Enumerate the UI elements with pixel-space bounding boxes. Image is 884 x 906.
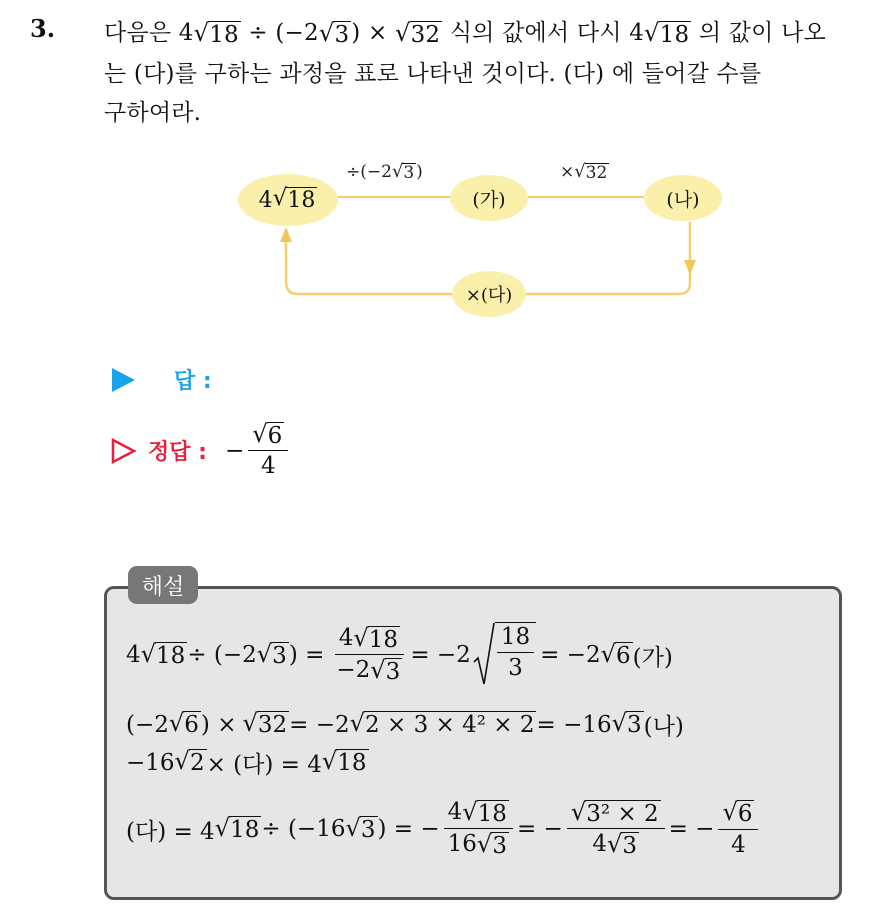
correct-answer-row xyxy=(110,422,292,479)
sqrt: √ 6 xyxy=(252,420,283,449)
radicand: 32 xyxy=(257,712,288,739)
op-text: × xyxy=(560,162,575,182)
expr-text: (가) xyxy=(632,644,673,671)
sign: − xyxy=(224,437,245,464)
op-label-divide xyxy=(346,162,423,182)
sqrt: √ 3 xyxy=(370,656,401,685)
radicand: 32 xyxy=(585,162,608,183)
correct-answer-label: 정답 : xyxy=(148,440,207,466)
expr-text: = − xyxy=(516,816,563,843)
radicand: 18 xyxy=(230,817,260,844)
edge-da-start xyxy=(286,232,452,294)
sqrt: √ 18 xyxy=(214,814,260,844)
question-line-3: 구하여라. xyxy=(104,100,202,126)
solution-line-4 xyxy=(126,800,762,858)
outline-triangle-icon xyxy=(110,438,136,464)
coef: −2 xyxy=(336,657,371,684)
radicand: 3 xyxy=(272,642,287,669)
coef: 4 xyxy=(258,187,273,213)
fraction xyxy=(332,623,406,685)
radicand: 3 xyxy=(627,712,642,739)
radicand: 3 xyxy=(334,21,350,48)
arrow-down-icon xyxy=(684,260,696,275)
coef: 16 xyxy=(447,831,477,858)
arrow-up-icon xyxy=(280,227,292,242)
expr-text: 4 xyxy=(126,642,141,668)
radicand: 3² × 2 xyxy=(586,801,659,827)
question-text: ÷ (−2 xyxy=(240,20,319,46)
question-text: 다음은 4 xyxy=(104,20,194,46)
sqrt: √ 32 xyxy=(574,160,608,183)
radicand: 3 xyxy=(403,162,415,183)
sqrt: √ 18 xyxy=(193,18,239,48)
sqrt: √ 32 xyxy=(242,709,288,739)
node-na: (나) xyxy=(644,175,722,221)
expr-text: = −16 xyxy=(536,711,612,738)
expr-text: × (다) = 4 xyxy=(206,752,322,778)
sqrt: √ 3 xyxy=(391,160,415,183)
expr-text: = −2 xyxy=(540,642,601,668)
sqrt: √ 6 xyxy=(168,709,199,739)
op-label-multiply xyxy=(560,162,609,182)
question-text: 식의 값에서 다시 4 xyxy=(442,20,645,46)
question-line-2: 는 (다)를 구하는 과정을 표로 나타낸 것이다. (다) 에 들어갈 수를 xyxy=(104,61,762,87)
sqrt: √ 3 xyxy=(256,639,287,669)
radicand: 3 xyxy=(360,817,376,844)
expr-text: (−2 xyxy=(126,711,169,738)
radicand: 2 xyxy=(189,750,205,777)
sqrt: √ 18 xyxy=(644,18,690,48)
fraction xyxy=(444,800,513,858)
expr-text: ) = − xyxy=(377,816,440,843)
coef: 4 xyxy=(592,831,607,858)
sqrt: √ 2 xyxy=(174,747,205,777)
solution-line-1 xyxy=(126,622,673,688)
flow-diagram-lines xyxy=(0,0,884,340)
fraction xyxy=(248,422,288,479)
radicand: 3 xyxy=(622,833,638,860)
sqrt: √ 2 × 3 × 4² × 2 xyxy=(349,709,535,739)
radicand: 18 xyxy=(659,21,690,48)
radicand: 18 xyxy=(156,642,186,669)
sqrt: √ 18 xyxy=(140,639,186,669)
radicand: 6 xyxy=(615,642,631,669)
solution-line-2 xyxy=(126,708,684,741)
expr-text: (다) = 4 xyxy=(126,818,215,845)
radicand: 18 xyxy=(287,188,316,214)
sqrt: √ 6 xyxy=(600,639,631,669)
node-ga: (가) xyxy=(450,175,528,221)
sqrt: √ 18 xyxy=(321,747,367,777)
radicand: 18 xyxy=(368,626,398,653)
coef: 4 xyxy=(338,624,354,651)
denominator: 4 xyxy=(260,453,276,480)
fraction xyxy=(718,800,758,857)
question-number: 3. xyxy=(30,14,56,43)
op-text: ÷(−2 xyxy=(346,162,392,182)
sqrt: √ 3 xyxy=(476,830,507,860)
correct-answer-value xyxy=(225,422,292,479)
solution-line-3 xyxy=(126,746,369,779)
radicand: 2 × 3 × 4² × 2 xyxy=(365,712,535,739)
radicand: 3 xyxy=(492,833,507,860)
sqrt: √ 3² × 2 xyxy=(570,798,659,827)
expr-text: = −2 xyxy=(410,642,471,668)
fraction xyxy=(567,800,665,858)
sqrt: √ 3 xyxy=(318,18,350,48)
sqrt: √ 6 xyxy=(722,798,753,828)
edge-na-da xyxy=(526,222,690,294)
node-start xyxy=(238,174,338,226)
node-da: ×(다) xyxy=(452,271,526,317)
op-text: ) xyxy=(416,162,423,182)
expr-text: −16 xyxy=(126,749,175,776)
radicand: 18 xyxy=(337,750,367,777)
radicand: 6 xyxy=(737,801,753,828)
expr-text: = − xyxy=(668,816,715,843)
radicand: 6 xyxy=(267,423,283,449)
expr-text: ) × xyxy=(200,711,237,738)
solution-tab: 해설 xyxy=(128,566,198,604)
sqrt: √ 3 xyxy=(607,830,638,860)
radicand: 18 xyxy=(477,801,507,827)
answer-row xyxy=(110,364,212,395)
sqrt: √ 18 xyxy=(272,185,316,214)
sqrt: √ 18 xyxy=(353,623,398,653)
question-text: 의 값이 나오 xyxy=(691,20,826,46)
answer-label: 답 : xyxy=(174,369,212,394)
radicand: 18 xyxy=(209,21,239,48)
fraction: $\frac{18}{3}$ xyxy=(497,625,534,682)
coef: 4 xyxy=(447,799,463,826)
sqrt: √ 32 xyxy=(394,18,441,48)
expr-text: ) = xyxy=(288,642,325,668)
sqrt: √ 3 xyxy=(611,709,642,739)
play-triangle-icon xyxy=(110,367,136,393)
radicand: 3 xyxy=(385,659,401,685)
expr-text: ÷ (−16 xyxy=(261,816,346,843)
sqrt: √ 18 xyxy=(462,798,507,827)
expr-text: ÷ (−2 xyxy=(187,642,257,668)
big-sqrt xyxy=(473,622,536,688)
expr-text: = −2 xyxy=(289,711,350,738)
sqrt: √ 3 xyxy=(345,814,376,844)
radicand: 6 xyxy=(184,712,199,739)
denominator: 4 xyxy=(731,831,746,858)
expr-text: (나) xyxy=(643,714,684,740)
question-text: ) × xyxy=(351,20,388,46)
radical-sign xyxy=(473,622,495,688)
radicand: 32 xyxy=(410,21,441,48)
